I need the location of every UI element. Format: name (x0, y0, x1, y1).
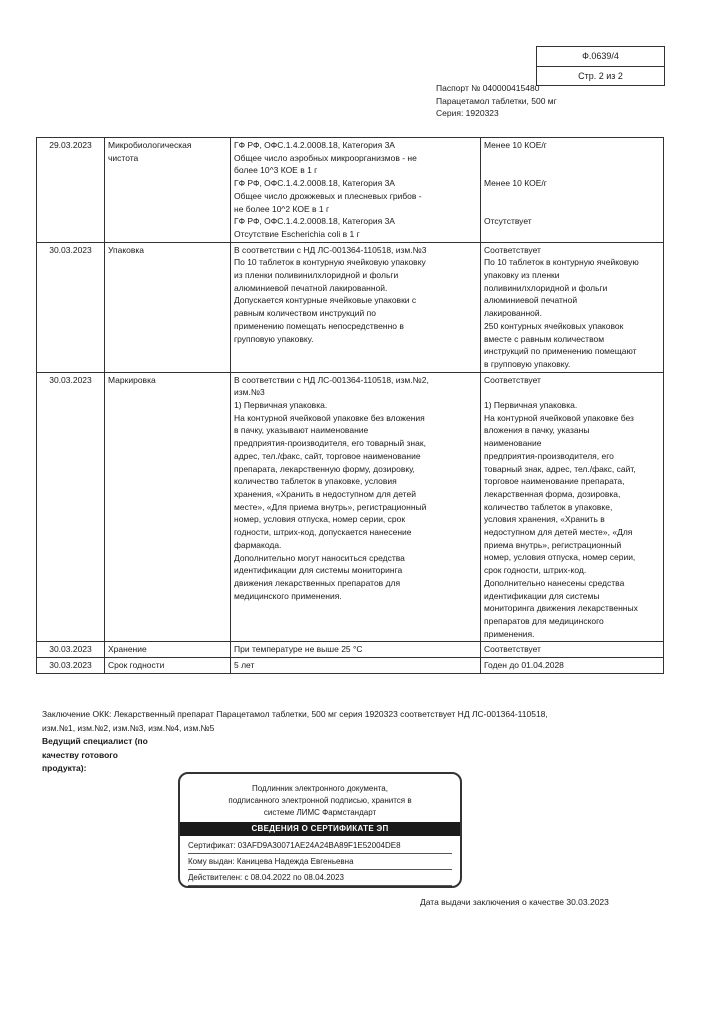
test-name (105, 658, 231, 674)
specialist-label (42, 735, 162, 776)
test-result (481, 658, 664, 674)
form-code: Ф.0639/4 (537, 47, 664, 67)
electronic-signature-stamp (178, 772, 462, 888)
test-result-line: количество таблеток в упаковке, (484, 501, 613, 512)
test-result-line: торговое наименование препарата, (484, 476, 625, 487)
specification-line: В соответствии с НД ЛС-001364-110518, изм.№3 (234, 244, 427, 255)
test-result-line: Соответствует (484, 644, 541, 655)
test-result-line: предприятия-производителя, его (484, 450, 614, 461)
test-name (105, 372, 231, 642)
certificate-number: Сертификат: 03AFD9A30071AE24A24BA89F1E52004DE8 (188, 838, 452, 854)
specification-line: из пленки поливинилхлоридной и фольги (234, 270, 399, 281)
specification-line: На контурной ячейковой упаковке без вложения (234, 412, 425, 423)
batch-number: Серия: 1920323 (436, 108, 499, 118)
specification-line: Допускается контурные ячейковые упаковки с (234, 295, 417, 306)
test-name-line: Хранение (108, 644, 147, 655)
specification-line: При температуре не выше 25 °С (234, 644, 363, 655)
specification-line: хранения, «Хранить в недоступном для детей (234, 488, 416, 499)
test-result-line: наименование (484, 438, 542, 449)
specification-line: Дополнительно могут наноситься средства (234, 552, 405, 563)
specialist-line: продукта): (42, 763, 87, 773)
test-result (481, 642, 664, 658)
specification-line: Отсутствие Escherichia coli в 1 г (234, 228, 360, 239)
test-name (105, 642, 231, 658)
specification-line: равным количеством инструкций по (234, 308, 376, 319)
specification-line: ГФ РФ, ОФС.1.4.2.0008.18, Категория 3А (234, 178, 395, 189)
test-result-line: упаковку из пленки (484, 270, 560, 281)
test-date: 30.03.2023 (37, 642, 105, 658)
test-name-line: Микробиологическая (108, 140, 192, 150)
table-row (37, 138, 664, 243)
test-result-line: Отсутствует (484, 216, 532, 227)
test-name-line: Маркировка (108, 374, 156, 385)
test-result-line: мониторинга движения лекарственных (484, 603, 638, 614)
test-result-line: лекарственная форма, дозировка, (484, 488, 621, 499)
specification (231, 138, 481, 243)
specification (231, 642, 481, 658)
specification (231, 242, 481, 372)
conclusion-line: Заключение ОКК: Лекарственный препарат Парацетамол таблетки, 500 мг серия 1920323 соответствует НД ЛС-001364-110518, (42, 709, 548, 719)
test-result-line: лакированной. (484, 308, 542, 319)
product-name: Парацетамол таблетки, 500 мг (436, 95, 557, 106)
test-result (481, 372, 664, 642)
specification-line: В соответствии с НД ЛС-001364-110518, изм.№2, (234, 374, 429, 385)
specification-line: ГФ РФ, ОФС.1.4.2.0008.18, Категория 3А (234, 216, 395, 227)
specification-line: Общее число дрожжевых и плесневых грибов - (234, 190, 422, 201)
specification-line: движения лекарственных препаратов для (234, 577, 401, 588)
test-result-line: вложения в пачку, указаны (484, 425, 590, 436)
test-result-line: вместе с равным количеством (484, 333, 605, 344)
stamp-details (188, 838, 452, 886)
results-table (36, 137, 664, 674)
passport-info (436, 82, 557, 120)
test-result-line: 250 контурных ячейковых упаковок (484, 320, 624, 331)
specification-line: фармакода. (234, 539, 282, 550)
passport-number: Паспорт № 040000415480 (436, 83, 540, 93)
certificate-owner: Кому выдан: Каницева Надежда Евгеньевна (188, 854, 452, 870)
specification-line: По 10 таблеток в контурную ячейковую упаковку (234, 257, 426, 268)
test-result-line (484, 190, 660, 203)
test-name-line: Срок годности (108, 660, 165, 671)
specification-line: применению помещать непосредственно в (234, 320, 404, 331)
specification-line: алюминиевой печатной лакированной. (234, 282, 388, 293)
specification (231, 658, 481, 674)
test-name (105, 138, 231, 243)
specialist-line: Ведущий специалист (по (42, 736, 148, 746)
test-result-line: Годен до 01.04.2028 (484, 660, 564, 671)
specification-line: в пачку, указывают наименование (234, 425, 369, 436)
test-result-line (484, 152, 660, 165)
stamp-header-line: Подлинник электронного документа, (252, 784, 388, 793)
test-result-line: в групповую упаковку. (484, 358, 571, 369)
test-result-line: поливинилхлоридной и фольги (484, 282, 608, 293)
specification-line: предприятия-производителя, его товарный знак, (234, 438, 426, 449)
test-result-line: 1) Первичная упаковка. (484, 400, 578, 411)
specification-line: изм.№3 (234, 387, 265, 398)
specialist-line: качеству готового (42, 749, 118, 760)
test-result-line: На контурной ячейковой упаковке без (484, 412, 634, 423)
test-result-line: применения. (484, 628, 535, 639)
stamp-title-bar: СВЕДЕНИЯ О СЕРТИФИКАТЕ ЭП (180, 822, 460, 836)
test-result-line: недоступном для детей месте», «Для (484, 527, 633, 538)
test-date: 30.03.2023 (37, 658, 105, 674)
table-row (37, 658, 664, 674)
test-result-line (484, 386, 660, 399)
test-result-line: алюминиевой печатной (484, 295, 578, 306)
specification-line: 1) Первичная упаковка. (234, 400, 328, 411)
specification-line: препарата, лекарственную форму, дозировку, (234, 463, 415, 474)
table-row (37, 372, 664, 642)
stamp-header (180, 774, 460, 819)
test-result-line: Соответствует (484, 244, 541, 255)
test-result-line: препаратов для медицинского (484, 616, 604, 626)
specification (231, 372, 481, 642)
test-result-line: Дополнительно нанесены средства (484, 577, 625, 588)
specification-line: ГФ РФ, ОФС.1.4.2.0008.18, Категория 3А (234, 140, 395, 150)
table-row (37, 642, 664, 658)
specification-line: номер, условия отпуска, номер серии, срок (234, 514, 406, 525)
specification-line: количество таблеток в упаковке, условия (234, 476, 397, 487)
test-date: 29.03.2023 (37, 138, 105, 243)
test-result-line: Соответствует (484, 374, 541, 385)
stamp-header-line: подписанного электронной подписью, хранится в (228, 796, 412, 805)
test-result-line: идентификации для системы (484, 590, 600, 601)
test-result-line (484, 164, 660, 177)
test-date: 30.03.2023 (37, 372, 105, 642)
test-name-line: чистота (108, 152, 139, 163)
specification-line: медицинского применения. (234, 590, 342, 601)
conclusion-line: изм.№1, изм.№2, изм.№3, изм.№4, изм.№5 (42, 722, 215, 733)
specification-line: не более 10^2 КОЕ в 1 г (234, 203, 330, 214)
test-result-line: условия хранения, «Хранить в (484, 514, 605, 525)
stamp-header-line: системе ЛИМС Фармстандарт (263, 808, 377, 817)
test-result-line: приема внутрь», регистрационный (484, 539, 622, 550)
table-row (37, 242, 664, 372)
test-date: 30.03.2023 (37, 242, 105, 372)
specification-line: более 10^3 КОЕ в 1 г (234, 165, 318, 176)
specification-line: Общее число аэробных микроорганизмов - не (234, 152, 417, 163)
test-result (481, 242, 664, 372)
conclusion (42, 708, 602, 735)
test-result-line: По 10 таблеток в контурную ячейковую (484, 257, 639, 268)
test-result (481, 138, 664, 243)
specification-line: годности, штрих-код, допускается нанесение (234, 527, 412, 538)
test-result-line: срок годности, штрих-код. (484, 565, 587, 576)
test-result-line: Менее 10 КОЕ/г (484, 178, 547, 189)
test-result-line: инструкций по применению помещают (484, 346, 637, 357)
test-result-line: товарный знак, адрес, тел./факс, сайт, (484, 463, 636, 474)
specification-line: групповую упаковку. (234, 333, 314, 344)
specification-line: месте», «Для приема внутрь», регистрационный (234, 501, 427, 512)
test-result-line (484, 202, 660, 215)
test-result-line: Менее 10 КОЕ/г (484, 140, 547, 150)
test-name-line: Упаковка (108, 244, 145, 255)
form-code-box (536, 46, 665, 86)
test-result-line: номер, условия отпуска, номер серии, (484, 552, 636, 563)
specification-line: 5 лет (234, 660, 255, 671)
test-name (105, 242, 231, 372)
issue-date: Дата выдачи заключения о качестве 30.03.2023 (420, 897, 609, 907)
certificate-validity: Действителен: с 08.04.2022 по 08.04.2023 (188, 870, 452, 886)
page-number: Стр. 2 из 2 (578, 71, 623, 81)
specification-line: адрес, тел./факс, сайт, торговое наименование (234, 450, 421, 461)
specification-line: идентификации для системы мониторинга (234, 565, 403, 576)
